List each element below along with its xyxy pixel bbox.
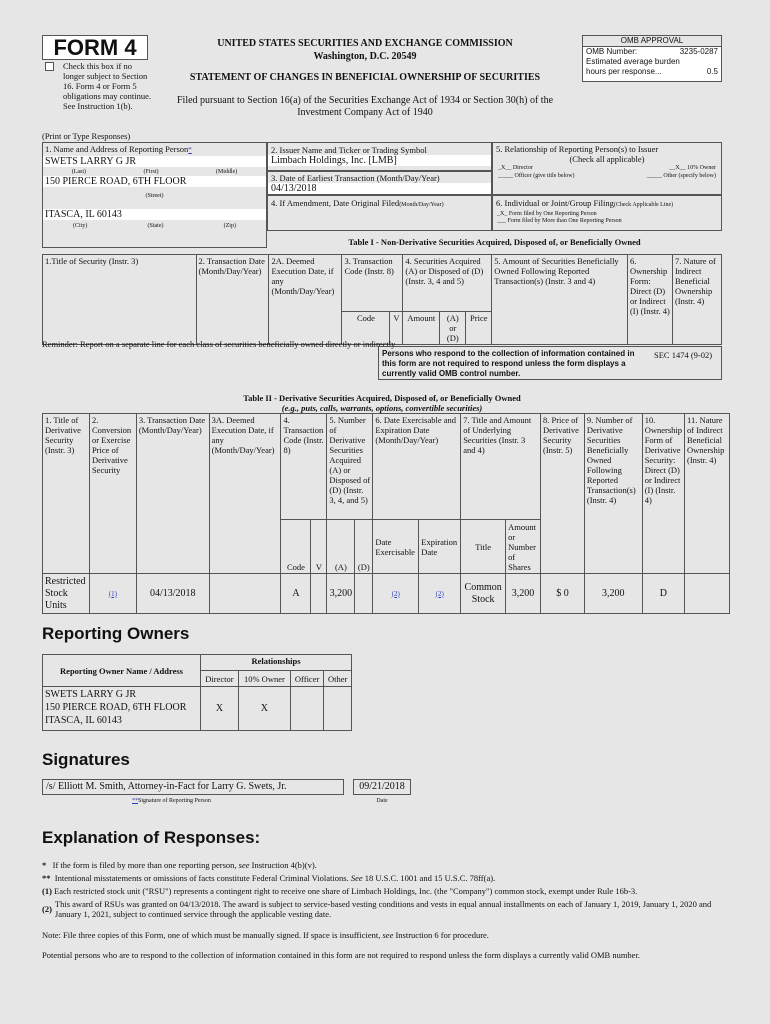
omb-burden-value: 0.5 [706, 67, 718, 76]
fn2-text: This award of RSUs was granted on 04/13/2018. The award is subject to service-based vesting conditions and vests in equal annual installments on each of January 1, 2019, January 1, 2020 and January 1, 2021, subject to continued service through the applicable vesting date. [54, 899, 712, 919]
t2-sub-a: (A) [327, 520, 355, 574]
t1-col1-header: 1.Title of Security (Instr. 3) [43, 255, 197, 345]
ro-owner-city: ITASCA, IL 60143 [45, 715, 122, 726]
t2-disposed [355, 574, 373, 614]
signature-date: 09/21/2018 [359, 781, 405, 792]
signature-box [42, 779, 344, 795]
middle-label: (Middle) [215, 169, 238, 175]
reminder-text: Reminder: Report on a separate line for each class of securities beneficially owned directly or indirectly. [42, 339, 397, 349]
t2-sub-expiration: Expiration Date [419, 520, 461, 574]
omb-burden-line2: hours per response... [586, 67, 662, 76]
sec-code: SEC 1474 (9-02) [654, 350, 713, 360]
t2-col5-header: 5. Number of Derivative Securities Acquired (A) or Disposed of (D) (Instr. 3, 4, and 5) [327, 414, 373, 520]
t2-col6-header: 6. Date Exercisable and Expiration Date (Month/Day/Year) [373, 414, 461, 520]
form-title: FORM 4 [53, 35, 137, 60]
star1-mark: * [42, 860, 47, 870]
t2-nature [685, 574, 730, 614]
fn1-mark: (1) [42, 886, 52, 896]
box2-issuer [267, 142, 492, 171]
t1-col3-header: 3. Transaction Code (Instr. 8) [342, 255, 403, 312]
box3-label: 3. Date of Earliest Transaction (Month/Day/Year) [271, 173, 440, 183]
t2-sub-amount: Amount or Number of Shares [506, 520, 541, 574]
note-text-b: Instruction 6 for procedure. [395, 930, 489, 940]
star2-text-a: Intentional misstatements or omissions of facts constitute Federal Criminal Violations. [54, 873, 349, 883]
filed-pursuant: Filed pursuant to Section 16(a) of the Securities Exchange Act of 1934 or Section 30(h) of the Investment Company Act of 1940 [176, 95, 554, 118]
t2-col3-header: 3. Transaction Date (Month/Day/Year) [136, 414, 209, 574]
signature-text: /s/ Elliott M. Smith, Attorney-in-Fact for Larry G. Swets, Jr. [46, 781, 287, 792]
table2-subtitle: (e.g., puts, calls, warrants, options, convertible securities) [281, 403, 483, 413]
omb-title: OMB APPROVAL [583, 36, 721, 47]
t2-security: Restricted Stock Units [43, 574, 90, 614]
ro-col-director: Director [201, 671, 239, 687]
t2-deemed [209, 574, 281, 614]
table2 [42, 413, 730, 614]
t1-col5-header: 5. Amount of Securities Beneficially Owned Following Reported Transaction(s) (Instr. 3 and 4) [492, 255, 628, 345]
fn2-mark: (2) [42, 904, 52, 914]
omb-approval-box [582, 35, 722, 82]
box4-amendment [267, 195, 492, 231]
t2-sub-title: Title [461, 520, 506, 574]
relationship-other[interactable]: _____ Other (specify below) [646, 173, 716, 179]
box6-sublabel: (Check Applicable Line) [613, 202, 674, 208]
explanation-fn1 [42, 886, 732, 896]
t2-conversion-footnote[interactable]: (1) [108, 589, 117, 598]
t1-col4-header: 4. Securities Acquired (A) or Disposed of (D) (Instr. 3, 4 and 5) [403, 255, 492, 312]
t2-sub-code: Code [281, 520, 311, 574]
box5-sublabel: (Check all applicable) [569, 154, 645, 164]
ro-col-name: Reporting Owner Name / Address [43, 655, 201, 687]
form-title-box [42, 35, 148, 60]
checkbox-instruction: Check this box if no longer subject to Section 16. Form 4 or Form 5 obligations may continue. See Instruction 1(b). [63, 61, 152, 111]
box1-label: 1. Name and Address of Reporting Person [45, 144, 189, 154]
t2-date: 04/13/2018 [136, 574, 209, 614]
ro-director-mark: X [201, 687, 239, 731]
filing-more-persons[interactable]: ___ Form filed by More than One Reporting Person [497, 218, 622, 224]
t1-col6-header: 6. Ownership Form: Direct (D) or Indirect (I) (Instr. 4) [627, 255, 672, 345]
table2-row [43, 574, 730, 614]
t2-owned: 3,200 [584, 574, 642, 614]
table2-title: Table II - Derivative Securities Acquired, Disposed of, or Beneficially Owned [243, 393, 521, 403]
signature-date-box [353, 779, 411, 795]
t2-sub-v: V [311, 520, 327, 574]
t1-sub-code: Code [342, 312, 390, 345]
t2-form: D [642, 574, 684, 614]
t1-col2a-header: 2A. Deemed Execution Date, if any (Month/Day/Year) [269, 255, 342, 345]
t2-col2-header: 2. Conversion or Exercise Price of Derivative Security [89, 414, 136, 574]
filing-one-person[interactable]: _X_ Form filed by One Reporting Person [497, 211, 597, 217]
t2-expiration-footnote[interactable]: (2) [435, 589, 444, 598]
t2-v [311, 574, 327, 614]
reporting-owners-table [42, 654, 352, 731]
t2-col9-header: 9. Number of Derivative Securities Beneficially Owned Following Reported Transaction(s) (Instr. 4) [584, 414, 642, 574]
t2-col10-header: 10. Ownership Form of Derivative Security: Direct (D) or Indirect (I) (Instr. 4) [642, 414, 684, 574]
table1 [42, 254, 722, 345]
box4-label: 4. If Amendment, Date Original Filed [271, 198, 400, 208]
persons-notice: Persons who respond to the collection of information contained in this form are not required to respond unless the form displays a currently valid OMB control number. [382, 349, 635, 378]
ro-other-mark [324, 687, 352, 731]
ro-10pct-mark: X [238, 687, 290, 731]
fn1-text: Each restricted stock unit ("RSU") represents a contingent right to receive one share of Limbach Holdings, Inc. (the "Company") common stock, exempt under Rule 16b-3. [54, 886, 638, 896]
relationship-director[interactable]: _X__ Director [498, 165, 533, 171]
ro-officer-mark [290, 687, 323, 731]
t2-price: $ 0 [541, 574, 585, 614]
last-label: (Last) [71, 169, 87, 175]
box5-relationship [492, 142, 722, 195]
relationship-officer[interactable]: _____ Officer (give title below) [498, 173, 575, 179]
ro-col-officer: Officer [290, 671, 323, 687]
t2-code: A [281, 574, 311, 614]
signature-date-label: Date [376, 798, 388, 804]
t2-underlying-title: Common Stock [461, 574, 506, 614]
reporting-person-name: SWETS LARRY G JR [43, 156, 266, 167]
agency-location: Washington, D.C. 20549 [313, 51, 417, 62]
box2-label: 2. Issuer Name and Ticker or Trading Symbol [271, 145, 427, 155]
statement-title: STATEMENT OF CHANGES IN BENEFICIAL OWNERSHIP OF SECURITIES [189, 72, 541, 83]
t1-sub-aord: (A) or (D) [440, 312, 466, 345]
first-label: (First) [143, 169, 159, 175]
ro-col-10pct: 10% Owner [238, 671, 290, 687]
issuer-name: Limbach Holdings, Inc. [LMB] [268, 155, 491, 166]
star1-text-b: Instruction 4(b)(v). [251, 860, 317, 870]
explanation-star1 [42, 860, 732, 870]
box6-label: 6. Individual or Joint/Group Filing [496, 198, 614, 208]
omb-burden-line1: Estimated average burden [586, 57, 680, 66]
note-text-a: Note: File three copies of this Form, one of which must be manually signed. If space is insufficient, [42, 930, 381, 940]
t1-col7-header: 7. Nature of Indirect Beneficial Ownership (Instr. 4) [672, 255, 721, 345]
t2-exercisable-footnote[interactable]: (2) [391, 589, 400, 598]
t2-sub-d: (D) [355, 520, 373, 574]
reporting-owners-heading: Reporting Owners [42, 624, 190, 643]
omb-number-label: OMB Number: [586, 47, 638, 56]
ro-owner-cell [43, 687, 201, 731]
ro-owner-name: SWETS LARRY G JR [45, 689, 137, 700]
explanation-heading: Explanation of Responses: [42, 828, 261, 847]
box6-filing [492, 195, 722, 231]
box4-sublabel: (Month/Day/Year) [399, 202, 444, 208]
t1-sub-v: V [390, 312, 403, 345]
agency-name: UNITED STATES SECURITIES AND EXCHANGE COMMISSION [217, 38, 513, 49]
star2-text-b: 18 U.S.C. 1001 and 15 U.S.C. 78ff(a). [364, 873, 496, 883]
street-label: (Street) [145, 193, 164, 199]
signatures-heading: Signatures [42, 750, 130, 769]
signature-footnote[interactable]: ** [132, 798, 138, 804]
note-see: see [382, 930, 394, 940]
explanation-star2 [42, 873, 732, 883]
star2-see: See [350, 873, 363, 883]
box3-earliest-date [267, 171, 492, 195]
potential-persons-text: Potential persons who are to respond to the collection of information contained in this form are not required to respond unless the form displays a currently valid OMB number. [42, 950, 640, 960]
star1-see: see [238, 860, 250, 870]
ro-owner-street: 150 PIERCE ROAD, 6TH FLOOR [45, 702, 187, 713]
t1-sub-amount: Amount [403, 312, 440, 345]
t2-col11-header: 11. Nature of Indirect Beneficial Ownership (Instr. 4) [685, 414, 730, 574]
t2-col4-header: 4. Transaction Code (Instr. 8) [281, 414, 327, 520]
city-state-zip: ITASCA, IL 60143 [43, 209, 266, 220]
city-label: (City) [73, 223, 88, 229]
t1-sub-price: Price [466, 312, 492, 345]
no-longer-subject-checkbox[interactable] [45, 62, 54, 71]
t2-col7-header: 7. Title and Amount of Underlying Securities (Instr. 3 and 4) [461, 414, 541, 520]
ro-relationships: Relationships [201, 655, 352, 671]
t2-underlying-amount: 3,200 [506, 574, 541, 614]
table1-title: Table I - Non-Derivative Securities Acquired, Disposed of, or Beneficially Owned [348, 237, 641, 247]
box1-footnote[interactable]: * [188, 146, 192, 154]
t2-col3a-header: 3A. Deemed Execution Date, if any (Month/Day/Year) [209, 414, 281, 574]
box5-label: 5. Relationship of Reporting Person(s) to Issuer [496, 144, 659, 154]
star1-text-a: If the form is filed by more than one reporting person, [52, 860, 237, 870]
print-note: (Print or Type Responses) [42, 131, 131, 141]
t2-sub-date-exercisable: Date Exercisable [373, 520, 419, 574]
ro-col-other: Other [324, 671, 352, 687]
earliest-transaction-date: 04/13/2018 [268, 183, 491, 194]
t2-col1-header: 1. Title of Derivative Security (Instr. 3) [43, 414, 90, 574]
omb-number-value: 3235-0287 [679, 47, 718, 56]
signature-label-wrap [132, 798, 211, 805]
state-label: (State) [147, 223, 164, 229]
relationship-10pct-owner[interactable]: __X__ 10% Owner [669, 165, 716, 171]
street-address: 150 PIERCE ROAD, 6TH FLOOR [43, 176, 266, 187]
t2-acquired: 3,200 [327, 574, 355, 614]
signature-label: Signature of Reporting Person [138, 798, 211, 804]
t2-col8-header: 8. Price of Derivative Security (Instr. 5) [541, 414, 585, 574]
box1-name-address [42, 142, 267, 248]
zip-label: (Zip) [223, 223, 236, 229]
t1-col2-header: 2. Transaction Date (Month/Day/Year) [196, 255, 269, 345]
explanation-fn2 [42, 899, 732, 919]
explanation-note [42, 930, 732, 940]
star2-mark: ** [42, 873, 51, 883]
